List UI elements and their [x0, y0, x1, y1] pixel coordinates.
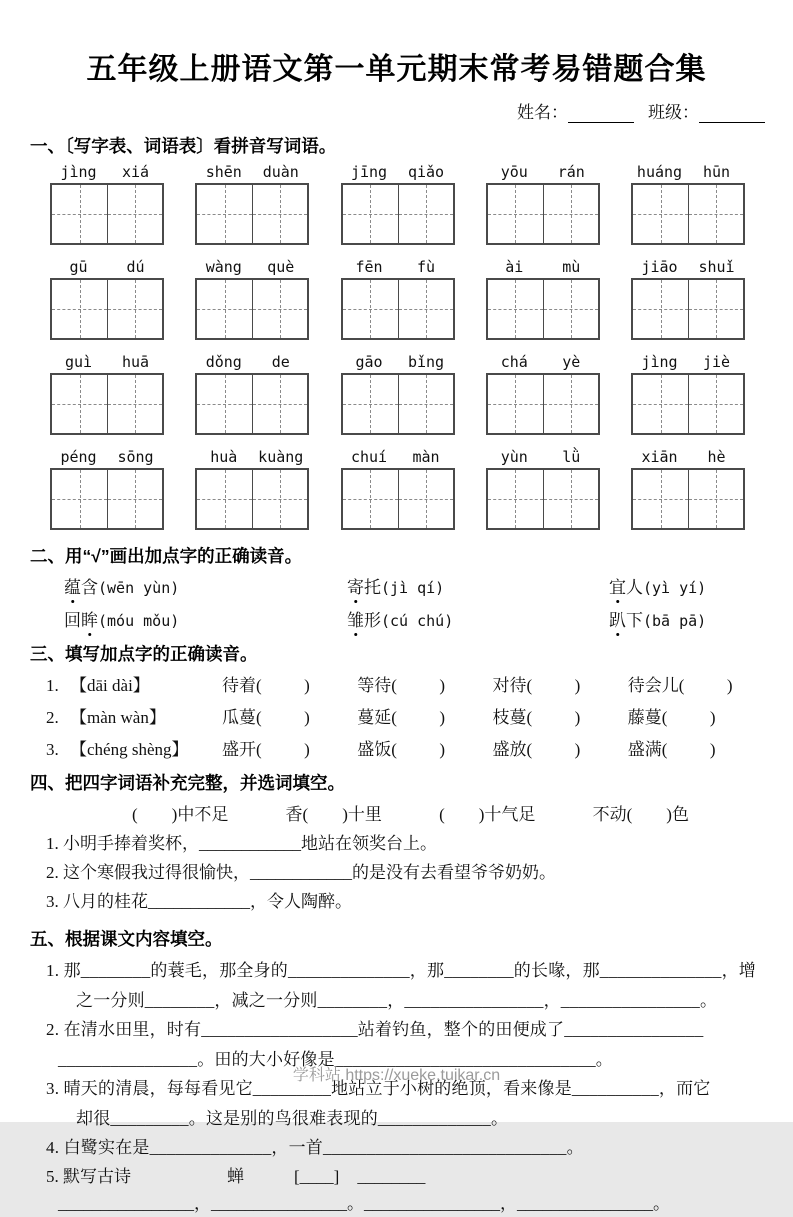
answer-paren[interactable]: ( )	[661, 740, 716, 759]
writing-box[interactable]	[50, 468, 164, 530]
fill-line[interactable]: 3. 晴天的清晨，每每看见它_________地站立于小树的绝顶，看来像是__________，而它	[46, 1079, 711, 1098]
writing-box[interactable]	[486, 468, 600, 530]
pinyin-options: (yì yí)	[643, 579, 707, 597]
pinyin-label: chá yè	[500, 353, 581, 371]
writing-box[interactable]	[631, 468, 745, 530]
writing-box[interactable]	[341, 373, 455, 435]
pronunciation-item[interactable]: 蕴含(wēn yùn)	[64, 573, 347, 598]
pinyin-label: huà kuàng	[210, 448, 304, 466]
answer-paren[interactable]: ( )	[391, 740, 446, 759]
pinyin-word-group	[50, 448, 164, 530]
pinyin-word-group	[486, 353, 600, 435]
pronunciation-item[interactable]: 雏形(cú chú)	[347, 606, 609, 631]
word: 藤蔓	[627, 708, 662, 727]
writing-box[interactable]	[195, 373, 309, 435]
poem-title: 蝉	[227, 1166, 244, 1186]
writing-cell[interactable]	[488, 375, 543, 433]
writing-cell[interactable]	[343, 280, 398, 338]
fill-line[interactable]: 2. 在清水田里，时有__________________站着钓鱼，整个的田便成了________________	[46, 1020, 704, 1039]
writing-cell[interactable]	[107, 185, 162, 243]
writing-cell[interactable]	[107, 470, 162, 528]
writing-cell[interactable]	[688, 280, 743, 338]
pinyin-word-group	[341, 448, 455, 530]
pinyin-row-2	[50, 258, 745, 340]
word: 盛开	[222, 740, 256, 759]
pinyin-label: wàng què	[205, 258, 295, 276]
section-3	[0, 641, 793, 760]
pinyin-label: ài mù	[505, 258, 581, 276]
pinyin-word-group	[631, 448, 745, 530]
dotted-char: 宜	[609, 573, 626, 598]
pinyin-word-group	[195, 448, 309, 530]
writing-box[interactable]	[50, 183, 164, 245]
pinyin-key: 【chéng shèng】	[70, 740, 189, 759]
writing-cell[interactable]	[688, 470, 743, 528]
dynasty-bracket-blank[interactable]: [____]	[294, 1166, 340, 1186]
pinyin-label: chuí màn	[350, 448, 440, 466]
writing-box[interactable]	[631, 183, 745, 245]
pronunciation-item[interactable]: 寄托(jì qí)	[347, 573, 609, 598]
pinyin-label: dǒng de	[205, 353, 290, 371]
writing-cell[interactable]	[633, 185, 688, 243]
writing-cell[interactable]	[252, 185, 307, 243]
writing-box[interactable]	[631, 373, 745, 435]
idiom-blank[interactable]: 香( )十里	[285, 805, 382, 824]
writing-cell[interactable]	[488, 470, 543, 528]
writing-box[interactable]	[486, 373, 600, 435]
writing-box[interactable]	[195, 278, 309, 340]
pinyin-label: jìng xiá	[60, 163, 150, 181]
writing-cell[interactable]	[107, 280, 162, 338]
section-2	[0, 543, 793, 631]
reading-fill-row	[46, 671, 763, 696]
pinyin-key: 【màn wàn】	[70, 708, 166, 727]
writing-cell[interactable]	[688, 375, 743, 433]
writing-cell[interactable]	[543, 470, 598, 528]
pronunciation-item[interactable]: 宜人(yì yí)	[609, 573, 793, 598]
poem-dictation-label: 5. 默写古诗	[46, 1166, 131, 1186]
pinyin-word-group	[50, 258, 164, 340]
writing-cell[interactable]	[252, 375, 307, 433]
writing-cell[interactable]	[488, 280, 543, 338]
writing-cell[interactable]	[688, 185, 743, 243]
word: 盛放	[492, 740, 527, 759]
writing-cell[interactable]	[52, 280, 107, 338]
fill-line[interactable]: ________________。田的大小好像是______________________________。	[58, 1049, 613, 1069]
answer-paren[interactable]: ( )	[526, 676, 581, 695]
writing-cell[interactable]	[543, 280, 598, 338]
pinyin-word-group	[631, 258, 745, 340]
writing-cell[interactable]	[197, 470, 252, 528]
writing-cell[interactable]	[197, 375, 252, 433]
fill-line[interactable]: 4. 白鹭实在是______________，一首____________________________。	[46, 1138, 584, 1157]
page-title: 五年级上册语文第一单元期末常考易错题合集	[86, 53, 707, 86]
pinyin-options: (bā pā)	[643, 612, 707, 630]
word: 盛满	[627, 740, 662, 759]
idiom-blank[interactable]: ( )中不足	[132, 805, 229, 824]
writing-cell[interactable]	[52, 185, 107, 243]
pinyin-key: 【dāi dài】	[70, 676, 150, 695]
writing-cell[interactable]	[52, 470, 107, 528]
writing-cell[interactable]	[488, 185, 543, 243]
answer-paren[interactable]: ( )	[391, 676, 446, 695]
pinyin-label: jīng qiǎo	[350, 163, 445, 181]
reading-fill-row	[46, 703, 763, 728]
pinyin-word-group	[341, 353, 455, 435]
header-fields	[0, 98, 765, 123]
writing-cell[interactable]	[197, 185, 252, 243]
section-1-heading: 一、〔写字表、词语表〕看拼音写词语。	[30, 136, 337, 156]
word: 等待	[357, 676, 392, 695]
poem-dictation-row	[46, 1163, 769, 1191]
row-number: 2.	[46, 708, 59, 727]
writing-box[interactable]	[195, 183, 309, 245]
idiom-bank	[132, 800, 689, 825]
section-2-heading: 二、用“√”画出加点字的正确读音。	[30, 546, 303, 566]
name-field[interactable]	[568, 105, 634, 123]
writing-cell[interactable]	[252, 280, 307, 338]
writing-cell[interactable]	[398, 375, 453, 433]
dotted-char: 蕴	[64, 573, 81, 598]
pinyin-label: xiān hè	[641, 448, 726, 466]
pinyin-options: (cú chú)	[381, 612, 454, 630]
writing-cell[interactable]	[343, 185, 398, 243]
pinyin-label: jiāo shuǐ	[641, 258, 735, 276]
pinyin-word-group	[631, 353, 745, 435]
writing-cell[interactable]	[398, 470, 453, 528]
row-number: 1.	[46, 676, 59, 695]
writing-box[interactable]	[341, 468, 455, 530]
writing-cell[interactable]	[197, 280, 252, 338]
pinyin-label: huáng hūn	[636, 163, 731, 181]
poem-lines-blanks[interactable]: ________________，________________。________________，________________。	[58, 1193, 670, 1213]
answer-paren[interactable]: ( )	[526, 740, 581, 759]
section-4	[0, 770, 793, 916]
pronunciation-item[interactable]: 趴下(bā pā)	[609, 606, 793, 631]
name-label: 姓名：	[517, 103, 568, 122]
row-number: 3.	[46, 740, 59, 759]
pinyin-word-group	[195, 258, 309, 340]
pinyin-word-group	[631, 163, 745, 245]
writing-cell[interactable]	[633, 470, 688, 528]
word: 待着	[222, 676, 256, 695]
section-1	[0, 133, 793, 530]
writing-box[interactable]	[50, 373, 164, 435]
word: 盛饭	[357, 740, 392, 759]
pinyin-label: gū dú	[69, 258, 145, 276]
pinyin-options: (jì qí)	[381, 579, 445, 597]
writing-cell[interactable]	[107, 375, 162, 433]
fill-sentence[interactable]: 1. 小明手捧着奖杯，____________地站在领奖台上。	[46, 834, 437, 853]
answer-paren[interactable]: ( )	[678, 676, 733, 695]
reading-fill-row	[46, 735, 763, 760]
idiom-blank[interactable]: 不动( )色	[592, 805, 689, 824]
dotted-char: 眸	[81, 606, 98, 631]
fill-sentence[interactable]: 2. 这个寒假我过得很愉快，____________的是没有去看望爷爷奶奶。	[46, 863, 556, 882]
fill-line[interactable]: 却很_________。这是别的鸟很难表现的_____________。	[76, 1108, 509, 1128]
writing-cell[interactable]	[398, 185, 453, 243]
idiom-blank[interactable]: ( )十气足	[439, 805, 536, 824]
pinyin-word-group	[195, 353, 309, 435]
class-label: 班级：	[648, 103, 699, 122]
pronunciation-choice-grid	[64, 573, 793, 631]
pinyin-word-group	[50, 353, 164, 435]
writing-cell[interactable]	[398, 280, 453, 338]
class-field[interactable]	[699, 105, 765, 123]
pinyin-row-3	[50, 353, 745, 435]
dotted-char: 寄	[347, 573, 364, 598]
word: 待会儿	[627, 676, 679, 695]
writing-box[interactable]	[195, 468, 309, 530]
section-5-heading: 五、根据课文内容填空。	[30, 929, 223, 949]
answer-paren[interactable]: ( )	[391, 708, 446, 727]
pinyin-label: yōu rán	[500, 163, 585, 181]
pronunciation-item[interactable]: 回眸(móu mǒu)	[64, 606, 347, 631]
writing-cell[interactable]	[633, 280, 688, 338]
writing-box[interactable]	[341, 183, 455, 245]
section-4-heading: 四、把四字词语补充完整，并选词填空。	[30, 773, 345, 793]
word: 瓜蔓	[222, 708, 256, 727]
writing-cell[interactable]	[543, 375, 598, 433]
writing-box[interactable]	[486, 183, 600, 245]
writing-box[interactable]	[341, 278, 455, 340]
answer-paren[interactable]: ( )	[526, 708, 581, 727]
pinyin-label: guì huā	[64, 353, 150, 371]
pinyin-word-group	[486, 448, 600, 530]
answer-paren[interactable]: ( )	[256, 676, 310, 695]
pinyin-row-4	[50, 448, 745, 530]
fill-line[interactable]: 之一分则________，减之一分则________，________________，________________。	[76, 990, 718, 1010]
answer-paren[interactable]: ( )	[661, 708, 716, 727]
word: 枝蔓	[492, 708, 527, 727]
pinyin-word-group	[50, 163, 164, 245]
pinyin-word-group	[341, 258, 455, 340]
writing-box[interactable]	[50, 278, 164, 340]
pinyin-options: (wēn yùn)	[98, 579, 180, 597]
fill-line[interactable]: 1. 那________的蓑毛，那全身的______________，那________的长喙，那______________，增	[46, 961, 756, 980]
section-5	[0, 926, 793, 1217]
writing-cell[interactable]	[343, 375, 398, 433]
author-blank[interactable]: ________	[357, 1166, 426, 1186]
word: 对待	[492, 676, 527, 695]
dotted-char: 趴	[609, 606, 626, 631]
pinyin-word-group	[486, 163, 600, 245]
answer-paren[interactable]: ( )	[256, 740, 310, 759]
writing-cell[interactable]	[343, 470, 398, 528]
site-watermark: 学科站 https://xueke.tuikar.cn	[292, 1067, 501, 1084]
writing-cell[interactable]	[543, 185, 598, 243]
pinyin-label: fēn fù	[355, 258, 436, 276]
pinyin-row-1	[50, 163, 745, 245]
word: 蔓延	[357, 708, 392, 727]
writing-cell[interactable]	[252, 470, 307, 528]
answer-paren[interactable]: ( )	[256, 708, 310, 727]
pinyin-label: jìng jiè	[641, 353, 731, 371]
pinyin-word-group	[195, 163, 309, 245]
dotted-char: 雏	[347, 606, 364, 631]
writing-cell[interactable]	[52, 375, 107, 433]
pinyin-label: yùn lǜ	[500, 448, 581, 466]
pinyin-label: shēn duàn	[205, 163, 299, 181]
writing-box[interactable]	[486, 278, 600, 340]
pinyin-word-group	[486, 258, 600, 340]
pinyin-label: péng sōng	[60, 448, 154, 466]
fill-sentence[interactable]: 3. 八月的桂花____________，令人陶醉。	[46, 892, 352, 911]
writing-cell[interactable]	[633, 375, 688, 433]
pinyin-word-group	[341, 163, 455, 245]
pinyin-label: gāo bǐng	[355, 353, 445, 371]
pinyin-options: (móu mǒu)	[98, 612, 180, 630]
section-3-heading: 三、填写加点字的正确读音。	[30, 644, 258, 664]
writing-box[interactable]	[631, 278, 745, 340]
